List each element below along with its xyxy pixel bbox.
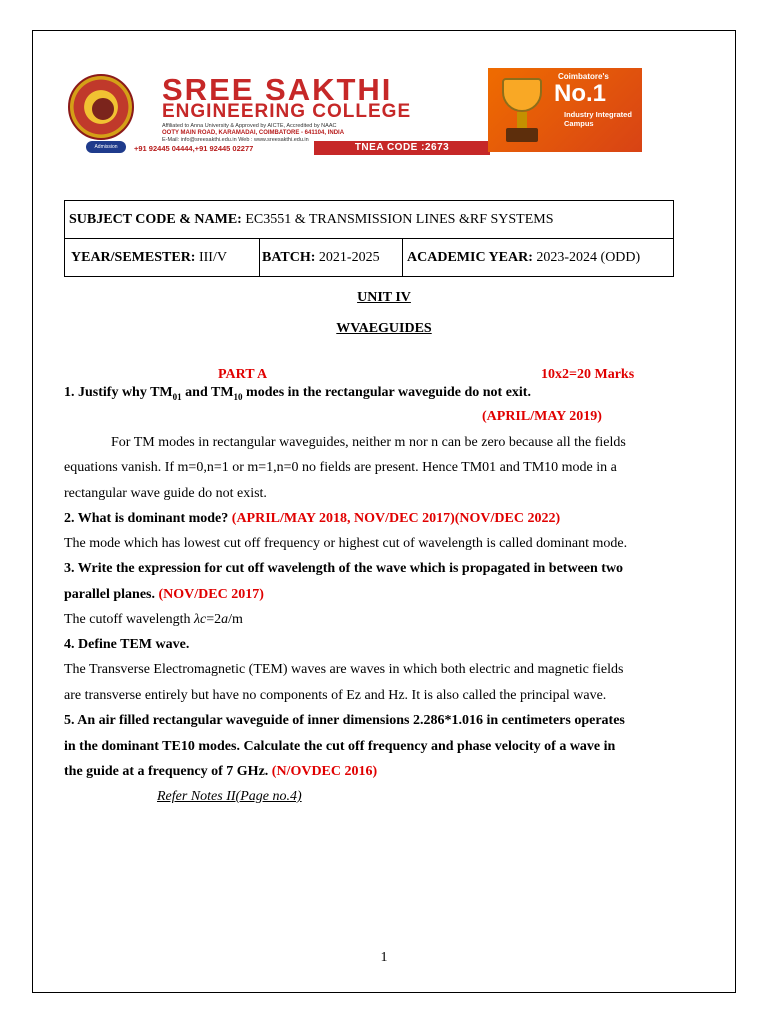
page-number: 1 <box>380 950 388 965</box>
batch-label: BATCH: <box>262 249 316 265</box>
college-subname: ENGINEERING COLLEGE <box>162 101 412 122</box>
question-3-line-1: 3. Write the expression for cut off wavelength of the wave which is propagated in between two <box>64 561 624 576</box>
rank-number: No.1 <box>554 80 607 107</box>
college-name: SREE SAKTHI <box>162 72 393 107</box>
topic-heading: WVAEGUIDES <box>336 321 432 336</box>
rank-description: Industry Integrated Campus <box>564 110 632 128</box>
college-seal-logo <box>68 74 134 140</box>
subject-label: SUBJECT CODE & NAME: <box>69 211 242 227</box>
question-3-line-2: parallel planes. (NOV/DEC 2017) <box>64 587 264 602</box>
academic-year-cell <box>403 239 674 277</box>
rank-panel <box>488 68 642 152</box>
refer-notes-link: Refer Notes II(Page no.4) <box>157 789 302 804</box>
course-info-table <box>64 200 674 277</box>
academic-year-value: 2023-2024 (ODD) <box>532 249 641 265</box>
phone-text: +91 92445 04444,+91 92445 02277 <box>134 144 254 153</box>
question-5-line-2: in the dominant TE10 modes. Calculate the cut off frequency and phase velocity of a wave in <box>64 739 616 754</box>
question-5-line-3: the guide at a frequency of 7 GHz. (N/OVDEC 2016) <box>64 764 378 779</box>
question-2: 2. What is dominant mode? (APRIL/MAY 2018, NOV/DEC 2017)(NOV/DEC 2022) <box>64 511 561 526</box>
rank-caption: Coimbatore's <box>558 72 609 81</box>
question-4: 4. Define TEM wave. <box>64 637 190 652</box>
answer-3: The cutoff wavelength λc=2a/m <box>64 612 243 627</box>
year-value: III/V <box>195 249 227 265</box>
unit-heading: UNIT IV <box>357 290 411 305</box>
details-row <box>65 239 674 277</box>
question-1: 1. Justify why $TM_{01}$ and $TM_{10}$ modes in the rectangular waveguide do not exit. <box>64 385 531 402</box>
academic-year-label: ACADEMIC YEAR: <box>407 249 533 265</box>
answer-4-line-1: The Transverse Electromagnetic (TEM) waves are waves in which both electric and magnetic fields <box>64 662 624 677</box>
helpline-badge: Admission Helpline <box>86 141 126 153</box>
contact-text: E-Mail: info@sreesakthi.edu.in Web : www.sreesakthi.edu.in <box>162 137 309 143</box>
answer-1-line-1: For TM modes in rectangular waveguides, neither m nor n can be zero because all the fields <box>111 435 626 450</box>
tnea-code-badge: TNEA CODE :2673 <box>314 141 490 155</box>
question-5-line-1: 5. An air filled rectangular waveguide of inner dimensions 2.286*1.016 in centimeters operates <box>64 713 625 728</box>
part-heading: PART A <box>218 367 268 382</box>
year-cell <box>65 239 260 277</box>
batch-cell <box>260 239 403 277</box>
trophy-icon <box>500 74 544 144</box>
answer-1-line-3: rectangular wave guide do not exist. <box>64 486 267 501</box>
answer-1-line-2: equations vanish. If m=0,n=1 or m=1,n=0 no fields are present. Hence TM01 and TM10 mode in a <box>64 460 617 475</box>
batch-value: 2021-2025 <box>315 249 380 265</box>
answer-2: The mode which has lowest cut off frequency or highest cut of wavelength is called dominant mode. <box>64 536 628 551</box>
subject-value: EC3551 & TRANSMISSION LINES &RF SYSTEMS <box>241 211 554 227</box>
answer-4-line-2: are transverse entirely but have no components of Ez and Hz. It is also called the principal wave. <box>64 688 607 703</box>
affiliation-text: Affiliated to Anna University & Approved by AICTE, Accredited by NAAC <box>162 123 337 129</box>
subject-cell <box>65 201 674 239</box>
year-label: YEAR/SEMESTER: <box>71 249 196 265</box>
question-1-tag: (APRIL/MAY 2019) <box>482 409 602 424</box>
college-banner <box>64 68 642 162</box>
address-text: OOTY MAIN ROAD, KARAMADAI, COIMBATORE - 641104, INDIA <box>162 130 345 136</box>
subject-row <box>65 201 674 239</box>
marks-heading: 10x2=20 Marks <box>541 367 635 382</box>
